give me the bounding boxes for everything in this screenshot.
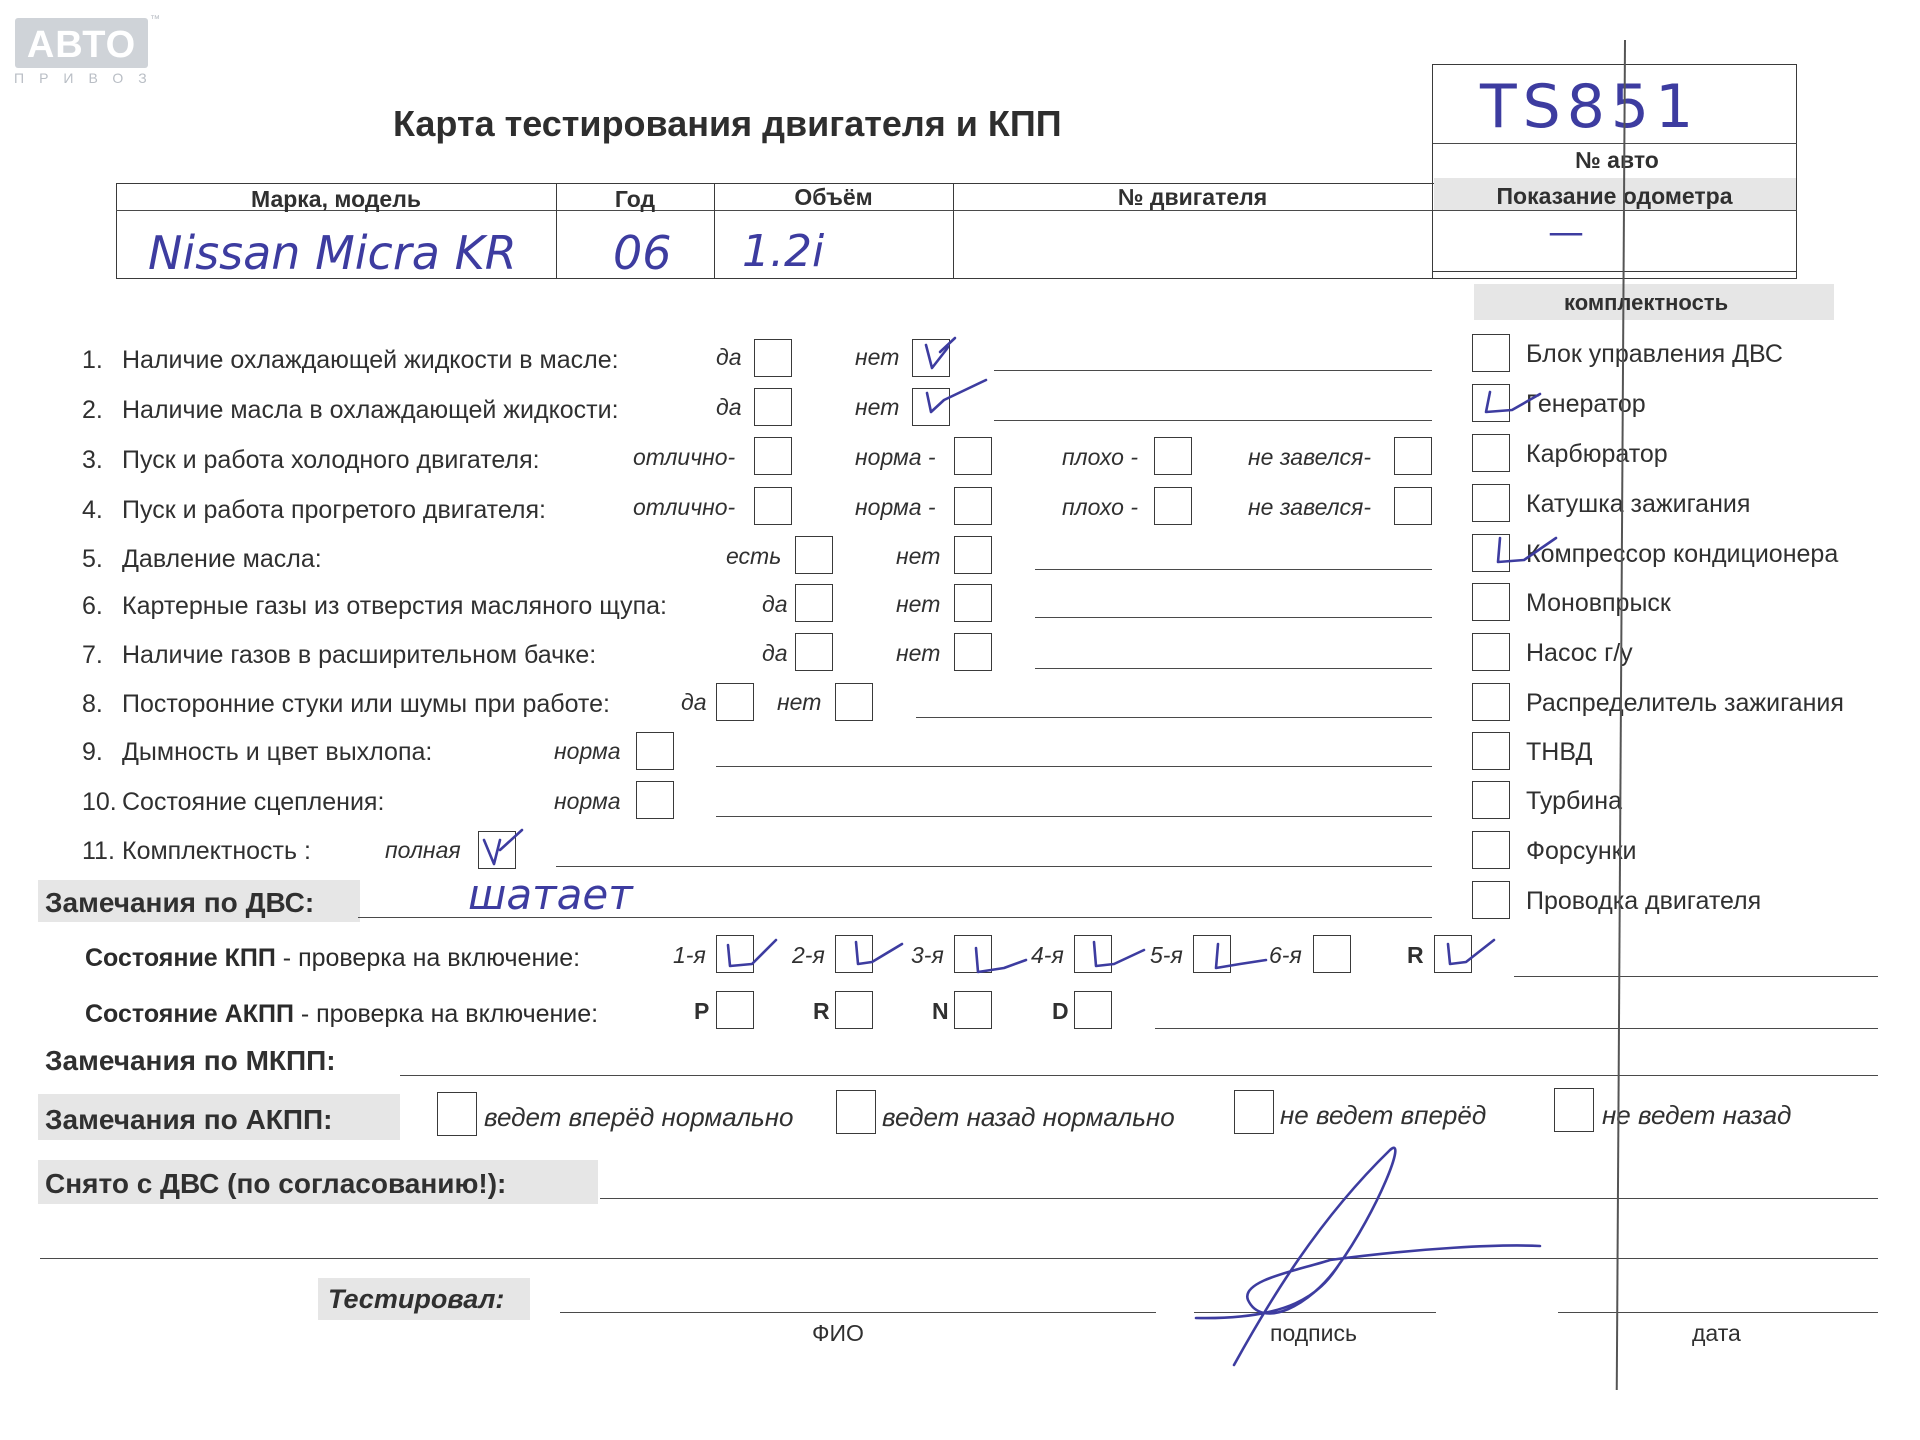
- akpp-n-label: N: [932, 998, 949, 1024]
- check-10-num: 10.: [82, 788, 117, 816]
- check-2-num: 2.: [82, 396, 103, 424]
- akpp-p-label: P: [694, 998, 710, 1024]
- akpp-r-label: R: [813, 998, 830, 1024]
- check-5-opt1: есть: [726, 543, 782, 569]
- completeness-5-label: Компрессор кондиционера: [1526, 540, 1839, 568]
- gear-2-label: 2-я: [792, 942, 825, 968]
- gear-1-label: 1-я: [673, 942, 706, 968]
- check-1-label: Наличие охлаждающей жидкости в масле:: [122, 346, 619, 374]
- gear-6-label: 6-я: [1269, 942, 1302, 968]
- check-2-opt1: да: [716, 394, 742, 420]
- akpp-label-rest: - проверка на включение:: [293, 1000, 599, 1028]
- kpp-label-rest: - проверка на включение:: [275, 944, 581, 972]
- auto-number-value: TS851: [1480, 72, 1700, 142]
- check-2-no-mark: [927, 380, 986, 412]
- check-1-opt2: нет: [855, 344, 900, 370]
- akpp-forward-ok-label: ведет вперёд нормально: [484, 1102, 794, 1132]
- check-4-opt1: отлично-: [633, 494, 736, 520]
- check-4-opt4: не завелся-: [1248, 494, 1372, 520]
- akpp-d-label: D: [1052, 998, 1069, 1024]
- completeness-12-label: Проводка двигателя: [1526, 887, 1762, 915]
- completeness-5-mark: [1498, 538, 1556, 562]
- check-11-num: 11.: [82, 837, 115, 865]
- completeness-8-label: Распределитель зажигания: [1526, 689, 1844, 717]
- date-label: дата: [1692, 1320, 1741, 1346]
- check-4-label: Пуск и работа прогретого двигателя:: [122, 496, 546, 524]
- remarks-dvs-value: шатает: [468, 870, 633, 919]
- completeness-1-label: Блок управления ДВС: [1526, 340, 1783, 368]
- remarks-mkpp-label: Замечания по МКПП:: [45, 1045, 336, 1076]
- signature-mark: [1196, 1148, 1540, 1365]
- check-9-opt1: норма: [554, 738, 621, 764]
- fio-label: ФИО: [812, 1320, 864, 1346]
- header-year: Год: [614, 186, 656, 212]
- completeness-6-label: Моновпрыск: [1526, 589, 1671, 617]
- check-7-opt2: нет: [896, 640, 941, 666]
- completeness-9-label: ТНВД: [1526, 738, 1593, 766]
- gear-3-label: 3-я: [911, 942, 944, 968]
- check-4-opt3: плохо -: [1062, 494, 1138, 520]
- check-11-label: Комплектность :: [122, 837, 311, 865]
- removed-label: Снято с ДВС (по согласованию!):: [45, 1168, 507, 1199]
- akpp-no-backward-label: не ведет назад: [1602, 1100, 1792, 1130]
- header-volume: Объём: [794, 184, 873, 210]
- check-3-num: 3.: [82, 446, 103, 474]
- logo-text: АВТО: [26, 24, 137, 66]
- year-value: 06: [613, 226, 672, 280]
- check-8-label: Посторонние стуки или шумы при работе:: [122, 690, 610, 718]
- check-11-opt1: полная: [385, 837, 461, 863]
- check-1-opt1: да: [716, 344, 742, 370]
- header-odometer: Показание одометра: [1496, 183, 1733, 209]
- check-8-opt2: нет: [777, 689, 822, 715]
- check-3-opt2: норма -: [855, 444, 936, 470]
- tested-label: Тестировал:: [328, 1284, 505, 1314]
- check-5-opt2: нет: [896, 543, 941, 569]
- page-title: Карта тестирования двигателя и КПП: [393, 103, 1062, 144]
- check-4-opt2: норма -: [855, 494, 936, 520]
- check-3-opt4: не завелся-: [1248, 444, 1372, 470]
- check-1-num: 1.: [82, 346, 103, 374]
- gear-r-label: R: [1407, 942, 1424, 968]
- akpp-no-forward-label: не ведет вперёд: [1280, 1100, 1487, 1130]
- completeness-4-label: Катушка зажигания: [1526, 490, 1751, 518]
- check-2-label: Наличие масла в охлаждающей жидкости:: [122, 396, 619, 424]
- remarks-akpp-label: Замечания по АКПП:: [45, 1104, 333, 1135]
- check-6-opt2: нет: [896, 591, 941, 617]
- check-8-opt1: да: [681, 689, 707, 715]
- kpp-label-bold: Состояние КПП: [85, 944, 276, 972]
- completeness-2-label: Генератор: [1526, 390, 1646, 418]
- gear-2-mark: [856, 942, 902, 964]
- completeness-11-label: Форсунки: [1526, 837, 1637, 865]
- check-3-opt3: плохо -: [1062, 444, 1138, 470]
- check-10-opt1: норма: [554, 788, 621, 814]
- gear-5-label: 5-я: [1150, 942, 1183, 968]
- check-6-label: Картерные газы из отверстия масляного щупа:: [122, 592, 667, 620]
- auto-number-label: № авто: [1575, 147, 1659, 173]
- check-7-num: 7.: [82, 641, 103, 669]
- akpp-backward-ok-label: ведет назад нормально: [882, 1102, 1175, 1132]
- header-engine-number: № двигателя: [1117, 184, 1268, 210]
- check-6-num: 6.: [82, 592, 103, 620]
- remarks-dvs-label: Замечания по ДВС:: [45, 887, 315, 918]
- logo-subtext: ПРИВОЗ: [14, 70, 162, 86]
- completeness-header: комплектность: [1564, 290, 1729, 315]
- check-11-full-mark: [484, 830, 522, 864]
- completeness-3-label: Карбюратор: [1526, 440, 1668, 468]
- gear-4-mark: [1094, 942, 1144, 966]
- volume-value: 1.2i: [742, 226, 825, 277]
- gear-5-mark: [1216, 944, 1266, 968]
- check-3-opt1: отлично-: [633, 444, 736, 470]
- check-1-no-mark: [926, 338, 955, 368]
- check-4-num: 4.: [82, 496, 103, 524]
- model-value: Nissan Micra KR: [148, 226, 517, 280]
- signature-label: подпись: [1270, 1320, 1357, 1346]
- gear-3-mark: [976, 948, 1026, 972]
- check-7-opt1: да: [762, 640, 788, 666]
- odometer-value: —: [1548, 212, 1584, 253]
- completeness-2-mark: [1486, 392, 1540, 412]
- check-9-num: 9.: [82, 738, 103, 766]
- check-2-opt2: нет: [855, 394, 900, 420]
- completeness-7-label: Насос г/у: [1526, 639, 1633, 667]
- check-3-label: Пуск и работа холодного двигателя:: [122, 446, 540, 474]
- check-5-label: Давление масла:: [122, 545, 322, 573]
- logo-tm: ™: [150, 14, 160, 25]
- completeness-10-label: Турбина: [1526, 787, 1622, 815]
- header-model: Марка, модель: [251, 186, 421, 212]
- gear-r-mark: [1448, 940, 1494, 964]
- check-6-opt1: да: [762, 591, 788, 617]
- check-10-label: Состояние сцепления:: [122, 788, 385, 816]
- gear-4-label: 4-я: [1031, 942, 1064, 968]
- check-9-label: Дымность и цвет выхлопа:: [122, 738, 433, 766]
- gear-1-mark: [728, 940, 776, 966]
- check-7-label: Наличие газов в расширительном бачке:: [122, 641, 597, 669]
- check-8-num: 8.: [82, 690, 103, 718]
- check-5-num: 5.: [82, 545, 103, 573]
- akpp-label-bold: Состояние АКПП: [85, 1000, 294, 1028]
